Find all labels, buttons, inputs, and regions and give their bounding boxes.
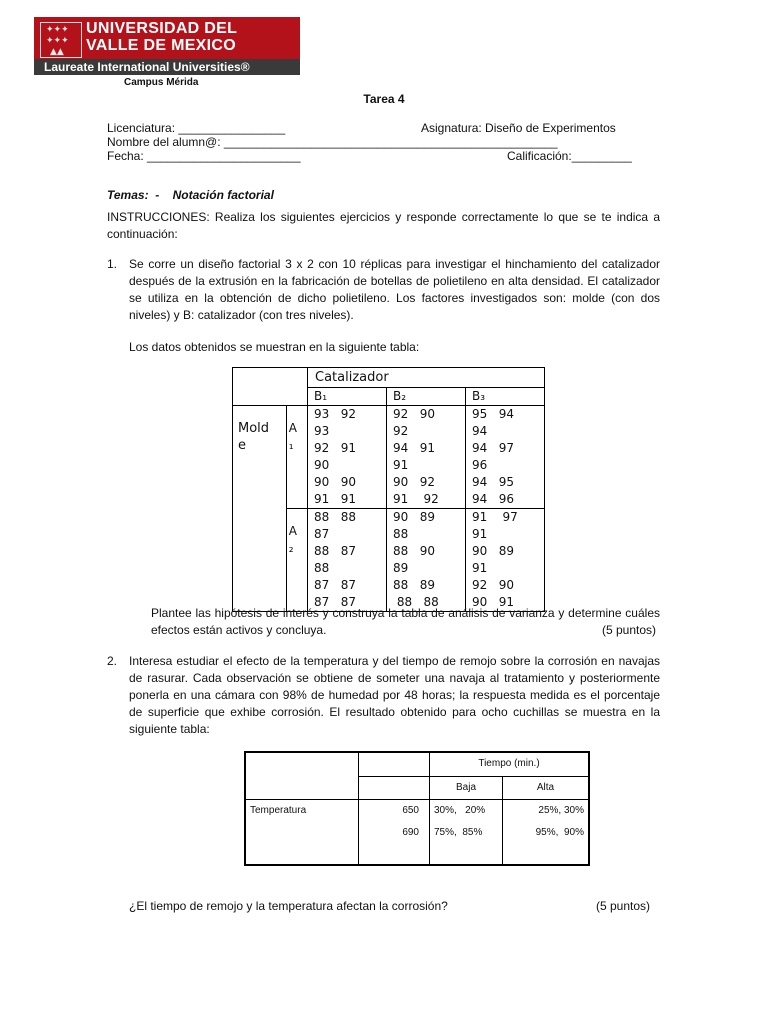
question-1-number: 1. bbox=[107, 257, 118, 271]
campus-label: Campus Mérida bbox=[124, 77, 199, 88]
temp-690: 690 bbox=[359, 822, 430, 844]
cell-690-baja: 75%, 85% bbox=[430, 822, 503, 844]
cell-a2-b3: 91 97 91 90 89 91 92 90 90 91 bbox=[466, 509, 545, 612]
b3-header: B₃ bbox=[466, 388, 545, 406]
corrosion-corner-2 bbox=[359, 752, 430, 776]
asignatura-field: Asignatura: Diseño de Experimentos bbox=[421, 121, 616, 135]
logo-line-2: VALLE DE MEXICO bbox=[86, 37, 236, 54]
question-2-number: 2. bbox=[107, 654, 118, 668]
question-1-points: (5 puntos) bbox=[602, 623, 657, 637]
logo-bar bbox=[34, 59, 300, 75]
table-corner bbox=[233, 368, 308, 388]
temp-650: 650 bbox=[359, 800, 430, 823]
table-bottom-pad-4 bbox=[503, 844, 590, 865]
question-2-text: Interesa estudiar el efecto de la temperatura y del tiempo de remojo sobre la corrosión en navajas de rasurar. Cada observación se obtiene de someter una navaja al tratamiento y posteriormente ponerla en una cámara con 98% de humedad por 48 horas; la respuesta medida es el porcentaje de superficie que exhibe corrosión. El resultado obtenido para ocho cuchillas se muestra en la siguiente tabla: bbox=[129, 654, 660, 736]
molde-label: Mold e bbox=[233, 406, 287, 612]
nombre-field: Nombre del alumn@: __________________________________________________ bbox=[107, 135, 558, 149]
a1-label: A ₁ bbox=[286, 406, 307, 509]
logo-bar-text: Laureate International Universities® bbox=[44, 60, 250, 74]
question-2-points: (5 puntos) bbox=[596, 899, 651, 913]
table-corner-lower bbox=[233, 388, 308, 406]
b1-header: B₁ bbox=[308, 388, 387, 406]
catalizador-table bbox=[232, 367, 545, 612]
cell-a1-b1: 93 92 93 92 91 90 90 90 91 91 bbox=[308, 406, 387, 509]
alta-header: Alta bbox=[503, 776, 590, 800]
instructions: INSTRUCCIONES: Realiza los siguientes ejercicios y responde correctamente lo que se te indica a continuación: bbox=[107, 210, 660, 241]
a2-label: A ₂ bbox=[286, 509, 307, 612]
tiempo-header: Tiempo (min.) bbox=[430, 752, 590, 776]
cell-a1-b2: 92 90 92 94 91 91 90 92 91 92 bbox=[387, 406, 466, 509]
baja-header: Baja bbox=[430, 776, 503, 800]
question-1-text: Se corre un diseño factorial 3 x 2 con 10 réplicas para investigar el hinchamiento del catalizador después de la extrusión en la fabricación de botellas de polietileno en alta densidad. El catalizador se utiliza en la obtención de dicho polietileno. Los factores investigados son: molde (con dos niveles) y B: catalizador (con tres niveles). bbox=[129, 257, 660, 322]
temas-heading: Temas: - Notación factorial bbox=[107, 188, 274, 202]
table-bottom-pad-3 bbox=[430, 844, 503, 865]
corrosion-corner-3 bbox=[359, 776, 430, 800]
fecha-field: Fecha: _______________________ bbox=[107, 149, 301, 163]
temperatura-label: Temperatura bbox=[245, 800, 359, 823]
cell-a2-b1: 88 88 87 88 87 88 87 87 87 87 bbox=[308, 509, 387, 612]
b2-header: B₂ bbox=[387, 388, 466, 406]
cell-650-alta: 25%, 30% bbox=[538, 805, 584, 816]
cell-690-alta: 95%, 90% bbox=[535, 827, 584, 838]
cell-650-baja: 30%, 20% bbox=[430, 800, 503, 823]
university-seal-icon: ✦✦✦ ✦✦✦ ▲▲ bbox=[40, 22, 82, 58]
question-2-prompt: ¿El tiempo de remojo y la temperatura afectan la corrosión? bbox=[129, 899, 448, 913]
table-bottom-pad-2 bbox=[359, 844, 430, 865]
page-title: Tarea 4 bbox=[363, 92, 405, 106]
university-logo bbox=[34, 17, 300, 75]
table-bottom-pad-1 bbox=[245, 844, 359, 865]
question-1-intro: Los datos obtenidos se muestran en la siguiente tabla: bbox=[129, 340, 420, 354]
licenciatura-field: Licenciatura: ________________ bbox=[107, 121, 286, 135]
question-1-prompt: Plantee las hipótesis de interés y construya la tabla de análisis de varianza y determine cuáles efectos están activos y concluya. bbox=[151, 606, 660, 637]
cell-a2-b2: 90 89 88 88 90 89 88 89 88 88 bbox=[387, 509, 466, 612]
temperatura-blank bbox=[245, 822, 359, 844]
cell-a1-b3: 95 94 94 94 97 96 94 95 94 96 bbox=[466, 406, 545, 509]
logo-line-1: UNIVERSIDAD DEL bbox=[86, 20, 238, 37]
catalizador-header: Catalizador bbox=[308, 368, 545, 388]
corrosion-corner bbox=[245, 752, 359, 800]
calificacion-field: Calificación:_________ bbox=[507, 149, 632, 163]
corrosion-table bbox=[244, 751, 590, 866]
